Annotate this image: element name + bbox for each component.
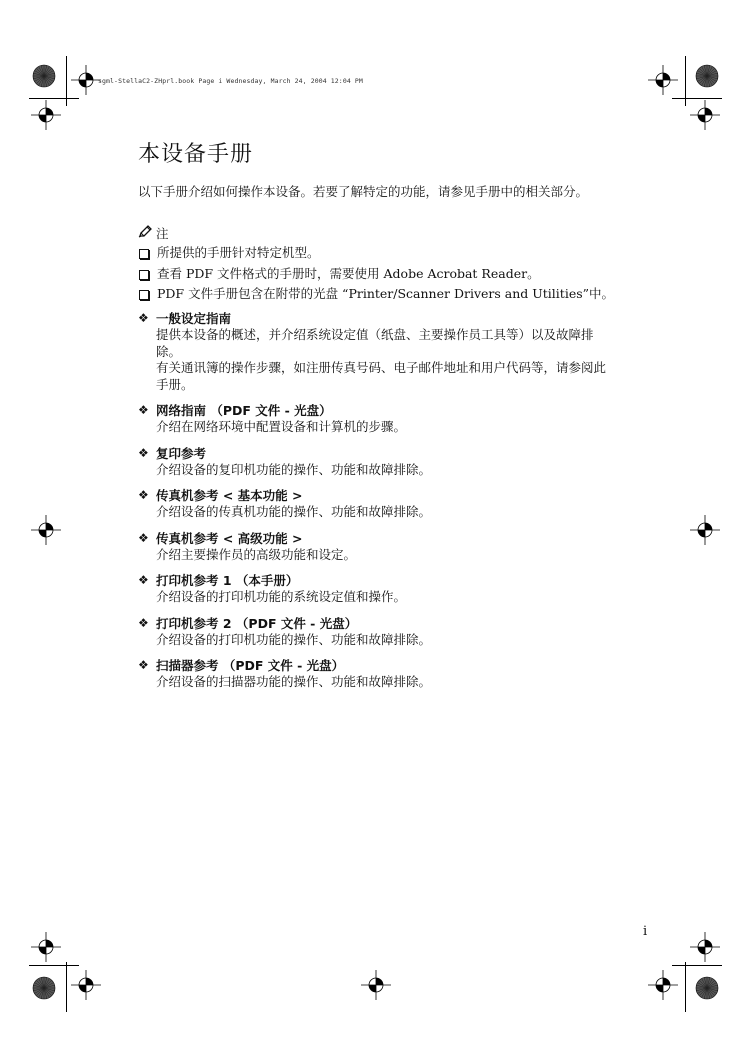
manual-title: 打印机参考 1 （本手册） bbox=[156, 573, 299, 588]
starburst-target-icon bbox=[695, 64, 719, 88]
manual-entry bbox=[138, 445, 618, 479]
intro-paragraph: 以下手册介绍如何操作本设备。若要了解特定的功能，请参见手册中的相关部分。 bbox=[138, 184, 589, 199]
crosshair-icon bbox=[31, 932, 61, 962]
checkbox-square-icon bbox=[139, 249, 149, 259]
manual-title: 传真机参考 < 基本功能 > bbox=[156, 488, 303, 503]
manual-title: 打印机参考 2 （PDF 文件 - 光盘） bbox=[156, 615, 358, 631]
note-item bbox=[138, 285, 618, 306]
crosshair-icon bbox=[690, 932, 720, 962]
manual-description: 介绍主要操作员的高级功能和设定。 bbox=[156, 546, 357, 562]
manual-description: 介绍设备的复印机功能的操作、功能和故障排除。 bbox=[156, 461, 432, 477]
starburst-target-icon bbox=[695, 976, 719, 1000]
crosshair-icon bbox=[648, 65, 678, 95]
diamond-bullet-icon: ❖ bbox=[138, 573, 149, 587]
note-item-text: 查看 PDF 文件格式的手册时，需要使用 Adobe Acrobat Reader。 bbox=[157, 265, 540, 281]
manual-description: 介绍设备的打印机功能的系统设定值和操作。 bbox=[156, 589, 407, 604]
crop-mark-line bbox=[672, 965, 722, 966]
manual-entry bbox=[138, 572, 618, 606]
manual-description: 有关通讯簿的操作步骤，如注册传真号码、电子邮件地址和用户代码等，请参阅此手册。 bbox=[156, 360, 607, 392]
manual-entry bbox=[138, 657, 618, 691]
note-list bbox=[138, 244, 618, 306]
crosshair-icon bbox=[690, 100, 720, 130]
page-number: i bbox=[643, 924, 648, 939]
crosshair-icon bbox=[648, 970, 678, 1000]
crosshair-icon bbox=[31, 515, 61, 545]
checkbox-square-icon bbox=[139, 290, 149, 300]
note-item bbox=[138, 244, 618, 265]
manual-entry bbox=[138, 615, 618, 649]
crop-mark-line bbox=[672, 98, 722, 99]
diamond-bullet-icon: ❖ bbox=[138, 615, 149, 630]
manual-description: 介绍设备的扫描器功能的操作、功能和故障排除。 bbox=[156, 674, 432, 689]
diamond-bullet-icon: ❖ bbox=[138, 488, 149, 502]
manual-entry bbox=[138, 487, 618, 521]
manual-description: 介绍设备的打印机功能的操作、功能和故障排除。 bbox=[156, 631, 432, 647]
crosshair-icon bbox=[71, 970, 101, 1000]
note-label: 注 bbox=[156, 226, 169, 241]
file-info-header: sgml-StellaC2-ZHprl.book Page i Wednesday, March 24, 2004 12:04 PM bbox=[98, 77, 363, 85]
crosshair-icon bbox=[690, 515, 720, 545]
pencil-icon bbox=[138, 225, 153, 241]
diamond-bullet-icon: ❖ bbox=[138, 530, 149, 545]
manual-title: 传真机参考 < 高级功能 > bbox=[156, 530, 303, 546]
crop-mark-line bbox=[29, 965, 79, 966]
manual-entry bbox=[138, 530, 618, 564]
note-item-text: PDF 文件手册包含在附带的光盘 “Printer/Scanner Drivers and Utilities”中。 bbox=[157, 286, 615, 301]
note-item bbox=[138, 265, 618, 286]
crop-mark-line bbox=[29, 98, 79, 99]
crop-mark-line bbox=[66, 962, 67, 1012]
note-heading bbox=[138, 224, 169, 242]
crop-mark-line bbox=[685, 962, 686, 1012]
crosshair-icon bbox=[31, 100, 61, 130]
manual-description: 介绍在网络环境中配置设备和计算机的步骤。 bbox=[156, 419, 407, 434]
manual-title: 复印参考 bbox=[156, 445, 207, 461]
manual-description: 介绍设备的传真机功能的操作、功能和故障排除。 bbox=[156, 504, 432, 519]
diamond-bullet-icon: ❖ bbox=[138, 445, 149, 460]
manual-entry bbox=[138, 402, 618, 436]
manual-list bbox=[138, 310, 618, 700]
diamond-bullet-icon: ❖ bbox=[138, 403, 149, 417]
crosshair-icon bbox=[361, 970, 391, 1000]
crosshair-icon bbox=[71, 65, 101, 95]
diamond-bullet-icon: ❖ bbox=[138, 658, 149, 672]
manual-title: 扫描器参考 （PDF 文件 - 光盘） bbox=[156, 658, 345, 673]
checkbox-square-icon bbox=[139, 270, 149, 280]
page-title: 本设备手册 bbox=[138, 142, 254, 167]
manual-title: 网络指南 （PDF 文件 - 光盘） bbox=[156, 403, 332, 418]
diamond-bullet-icon: ❖ bbox=[138, 311, 149, 325]
starburst-target-icon bbox=[32, 64, 56, 88]
manual-title: 一般设定指南 bbox=[156, 311, 232, 326]
manual-description: 提供本设备的概述，并介绍系统设定值（纸盘、主要操作员工具等）以及故障排除。 bbox=[156, 327, 594, 359]
manual-entry bbox=[138, 310, 618, 393]
note-item-text: 所提供的手册针对特定机型。 bbox=[157, 245, 320, 260]
starburst-target-icon bbox=[32, 976, 56, 1000]
